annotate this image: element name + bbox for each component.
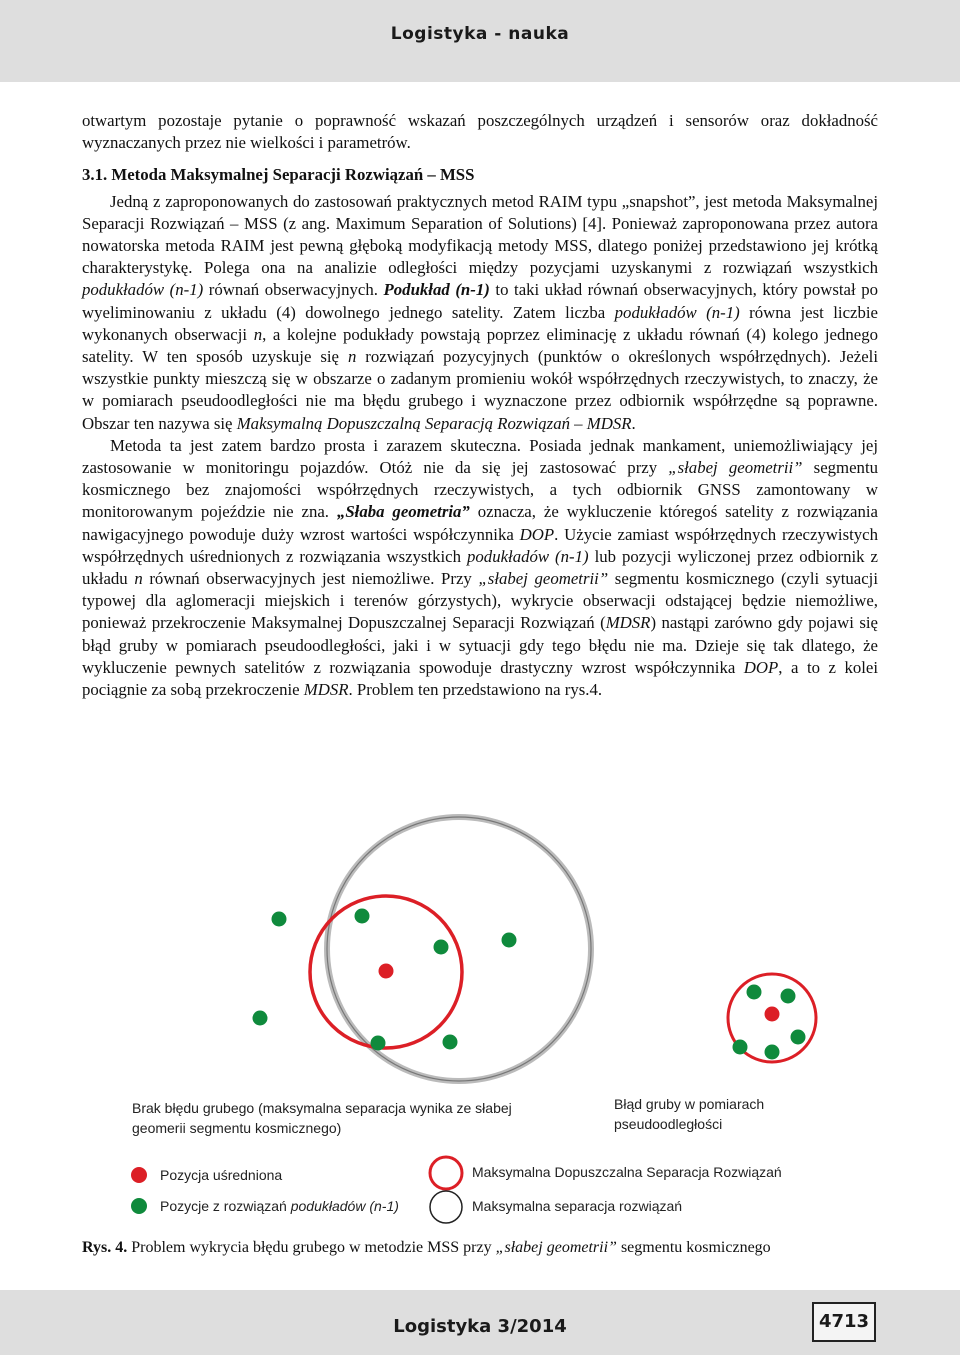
emphasis: „słabej geometrii”: [478, 569, 609, 589]
legend-mdsr-ring: [430, 1157, 462, 1189]
legend-emphasis: podukładów (n-1): [290, 1198, 399, 1214]
strong-emphasis: „Słaba geometria”: [336, 502, 470, 522]
emphasis: MDSR: [605, 613, 651, 633]
text-run: rozwiązań pozycyjnych (punktów o określonych współrzędnych). Jeżeli wszystkie punkty mieszczą się w obszarze o zadanym promieniu wokół współrzędnych rzeczywistych, to znaczy, że w pomiarach pseudoodległości nie ma błędu grubego i wyznaczone przez odbiornik współrzędne są poprawne. Obszar ten nazywa się: [82, 347, 878, 433]
section-heading: [82, 164, 878, 186]
body-text: [82, 110, 878, 701]
text-run: , a kolejne podukłady powstają poprzez eliminację z układu równań (4) kolego jednego satelity. W ten sposób uzyskuje się: [82, 324, 878, 367]
legend-subsystem-positions: [160, 1196, 399, 1216]
emphasis: Maksymalną Dopuszczalną Separacją Rozwiązań – MDSR: [236, 413, 632, 433]
emphasis: n: [134, 569, 143, 589]
text-run: ) nastąpi zarówno gdy pojawi się błąd gruby w pomiarach pseudoodległości, jaki i w sytuacji gdy tego błędu nie ma. Dzieje się tak dlatego, że wykluczenie pewnych satelitów z rozwiązania spowoduje drastyczny wzrost współczynnika: [82, 613, 878, 677]
emphasis: podukładów (n-1): [467, 546, 589, 566]
subsystem-solution-dot: [443, 1035, 458, 1050]
text-run: lub pozycji wyliczonej przez odbiornik z układu: [82, 546, 878, 589]
text-run: równań obserwacyjnych jest niemożliwe. Przy: [142, 569, 479, 589]
subsystem-solution-dot: [272, 912, 287, 927]
text-run: równań obserwacyjnych.: [203, 280, 384, 300]
average-position-dot: [379, 964, 394, 979]
subsystem-solution-dot-right: [791, 1030, 806, 1045]
text-run: . Użycie zamiast współrzędnych rzeczywistych współrzędnych uśrednionych z rozwiązania wszystkich: [82, 524, 879, 566]
subsystem-solution-dot-right: [747, 985, 762, 1000]
legend-green-dot: [131, 1198, 147, 1214]
emphasis: DOP: [743, 657, 779, 677]
subsystem-solution-dot-right: [781, 989, 796, 1004]
subsystem-solution-dot: [355, 909, 370, 924]
caption-emphasis: „słabej geometrii”: [495, 1239, 617, 1256]
emphasis: n: [253, 324, 263, 344]
section-number: 3.1.: [82, 165, 108, 185]
figure-caption: [82, 1238, 878, 1258]
subsystem-solution-dot: [434, 940, 449, 955]
emphasis: DOP: [519, 524, 555, 544]
subsystem-solution-dot: [502, 933, 517, 948]
right-label-line: Błąd gruby w pomiarach: [614, 1096, 765, 1112]
text-run: Jedną z zaproponowanych do zastosowań praktycznych metod RAIM typu „snapshot”, jest metoda Maksymalnej Separacji Rozwiązań – MSS (z ang. Maximum Separation of Solutions) [4]. Ponieważ zaproponowana przez autora nowatorska metoda RAIM jest pewną głęboką modyfikacją metody MSS, dlatego poniżej przedstawiono jej krótką charakterystykę. Polega ona na analizie odległości między pozycjami uzyskanymi z rozwiązań wszystkich: [82, 191, 878, 278]
legend-mss-ring: [430, 1191, 462, 1223]
legend-mss-symbol: [426, 1187, 466, 1227]
legend-text-run: Pozycje z rozwiązań: [160, 1198, 291, 1214]
subsystem-solution-dot: [371, 1036, 386, 1051]
right-figure-label: [614, 1094, 764, 1134]
left-label-line: Brak błędu grubego (maksymalna separacja wynika ze słabej: [132, 1100, 512, 1116]
legend-mdsr: Maksymalna Dopuszczalna Separacja Rozwiązań: [472, 1164, 782, 1180]
text-run: to taki układ równań obserwacyjnych, który powstał po wyeliminowaniu z układu (4) dowolnego jednego satelity. Zatem liczba: [82, 280, 879, 322]
left-figure-label: [132, 1098, 512, 1138]
running-head: Logistyka - nauka: [390, 24, 570, 44]
subsystem-solution-dot-right: [733, 1040, 748, 1055]
right-label-line: pseudoodległości: [614, 1116, 723, 1132]
text-run: .: [631, 413, 636, 433]
paragraph-mss-description: [82, 191, 878, 435]
legend-mss: Maksymalna separacja rozwiązań: [472, 1198, 683, 1214]
legend-average-position: Pozycja uśredniona: [160, 1167, 283, 1183]
subsystem-solution-dot-right: [765, 1045, 780, 1060]
subsystem-solution-dot: [253, 1011, 268, 1026]
paragraph-weak-geometry: [82, 435, 878, 701]
page-number: 4713: [812, 1302, 876, 1342]
caption-text: Problem wykrycia błędu grubego w metodzie MSS przy: [127, 1239, 496, 1256]
legend-red-dot: [131, 1167, 147, 1183]
emphasis: podukładów (n-1): [614, 302, 740, 322]
text-run: oznacza, że wykluczenie któregoś satelity z rozwiązania nawigacyjnego powoduje duży wzrost wartości współczynnika: [82, 502, 878, 544]
text-run: . Problem ten przedstawiono na rys.4.: [348, 680, 603, 700]
text-run: Metoda ta jest zatem bardzo prosta i zarazem skuteczna. Posiada jednak mankament, uniemożliwiający jej zastosowanie w monitoringu pojazdów. Otóż nie da się jej zastosować przy: [82, 435, 878, 478]
intro-paragraph: otwartym pozostaje pytanie o poprawność wskazań poszczególnych urządzeń i sensorów oraz dokładność wyznaczanych przez nie wielkości i parametrów.: [82, 111, 878, 153]
emphasis: MDSR: [303, 680, 349, 700]
text-run: równa jest liczbie wykonanych obserwacji: [82, 302, 878, 344]
strong-emphasis: Podukład (n-1): [383, 280, 490, 300]
figure-diagram: [82, 812, 878, 1222]
left-label-line: geomerii segmentu kosmicznego): [132, 1120, 342, 1136]
emphasis: podukładów (n-1): [82, 280, 204, 300]
average-position-dot-right: [765, 1007, 780, 1022]
text-run: segmentu kosmicznego (czyli sytuacji typowej dla aglomeracji miejskich i terenów górzystych), wykrycie obserwacji odstającej będzie niemożliwe, ponieważ przekroczenie Maksymalnej Dopuszczalnej Separacji Rozwiązań (: [82, 569, 878, 633]
caption-label: Rys. 4.: [82, 1239, 128, 1256]
journal-issue: Logistyka 3/2014: [393, 1316, 567, 1337]
caption-text: segmentu kosmicznego: [616, 1239, 771, 1256]
emphasis: „słabej geometrii”: [668, 458, 803, 478]
emphasis: n: [347, 347, 357, 367]
figure-4: [82, 812, 878, 1222]
text-run: segmentu kosmicznego bez znajomości współrzędnych rzeczywistych, a tych odbiornik GNSS zamontowany w monitorowanym pojeździe nie zna.: [82, 458, 878, 522]
page-content: [68, 82, 894, 1290]
text-run: , a to z kolei pociągnie za sobą przekroczenie: [82, 657, 879, 700]
section-title: Metoda Maksymalnej Separacji Rozwiązań – MSS: [111, 165, 475, 185]
